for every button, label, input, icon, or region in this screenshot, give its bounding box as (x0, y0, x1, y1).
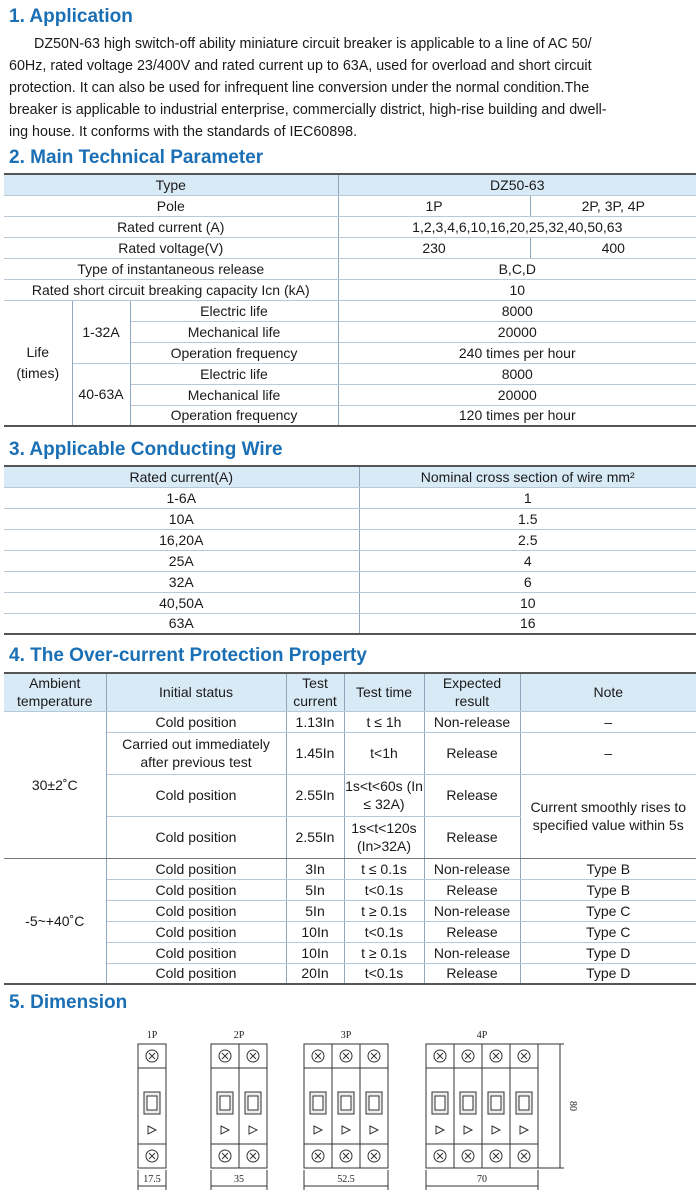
test-current: 20In (286, 963, 344, 984)
voltage-label: Rated voltage(V) (4, 237, 338, 258)
initial-status: Cold position (106, 711, 286, 732)
table-cell: 6 (359, 571, 696, 592)
current-label: Rated current (A) (4, 216, 338, 237)
table-cell: 25A (4, 550, 359, 571)
test-current: 2.55In (286, 816, 344, 858)
terminal-screw-icon (462, 1050, 474, 1062)
column-header-ambient: Ambient temperature (4, 673, 106, 711)
initial-status: Cold position (106, 900, 286, 921)
paragraph-line: protection. It can also be used for infrequent line conversion under the normal condition.The (9, 80, 590, 96)
table-cell: 63A (4, 613, 359, 634)
table-row (4, 921, 696, 942)
terminal-screw-icon (146, 1150, 158, 1162)
table-row (4, 174, 696, 195)
test-current: 10In (286, 942, 344, 963)
column-header: Rated current(A) (4, 466, 359, 487)
table-row (4, 508, 696, 529)
terminal-screw-icon (490, 1150, 502, 1162)
column-header-test-current: Test current (286, 673, 344, 711)
test-time: t<0.1s (344, 921, 424, 942)
section-title-overcurrent: 4. The Over-current Protection Property (9, 645, 367, 666)
initial-status: Cold position (106, 942, 286, 963)
test-current: 1.45In (286, 732, 344, 774)
paragraph-line: ing house. It conforms with the standards of IEC60898. (9, 124, 358, 140)
initial-status: Cold position (106, 858, 286, 879)
table-cell: 1 (359, 487, 696, 508)
expected-result: Non-release (424, 711, 520, 732)
table-cell: 40,50A (4, 592, 359, 613)
expected-result: Non-release (424, 858, 520, 879)
table-row (4, 963, 696, 984)
test-time: 1s<t<60s (In ≤ 32A) (344, 774, 424, 816)
column-header-initial: Initial status (106, 673, 286, 711)
terminal-screw-icon (219, 1150, 231, 1162)
terminal-screw-icon (219, 1050, 231, 1062)
terminal-screw-icon (340, 1050, 352, 1062)
terminal-screw-icon (146, 1050, 158, 1062)
table-row (4, 279, 696, 300)
dimension-drawing (0, 1020, 700, 1201)
table-cell: 10 (359, 592, 696, 613)
breaking-value: 10 (338, 279, 696, 300)
pole-1p: 1P (338, 195, 530, 216)
table-cell: 2.5 (359, 529, 696, 550)
operation-frequency-value: 120 times per hour (338, 405, 696, 426)
column-header-expected: Expected result (424, 673, 520, 711)
mechanical-life-value: 20000 (338, 321, 696, 342)
expected-result: Release (424, 963, 520, 984)
table-cell: 16 (359, 613, 696, 634)
table-row (4, 900, 696, 921)
pole-label: 3P (340, 1030, 352, 1041)
terminal-screw-icon (368, 1150, 380, 1162)
expected-result: Release (424, 732, 520, 774)
width-dimension-label: 52.5 (337, 1174, 355, 1185)
terminal-screw-icon (490, 1050, 502, 1062)
note: – (520, 711, 696, 732)
terminal-screw-icon (368, 1050, 380, 1062)
height-dimension-label: 80 (567, 1101, 578, 1111)
release-value: B,C,D (338, 258, 696, 279)
table-row (4, 550, 696, 571)
terminal-screw-icon (462, 1150, 474, 1162)
table-row (4, 216, 696, 237)
breaking-label: Rated short circuit breaking capacity Icn (kA) (4, 279, 338, 300)
pole-label: 4P (476, 1030, 488, 1041)
paragraph-line: DZ50N-63 high switch-off ability miniature circuit breaker is applicable to a line of AC 50/ (34, 36, 592, 52)
test-time: t<0.1s (344, 879, 424, 900)
mechanical-life-label: Mechanical life (130, 384, 338, 405)
release-label: Type of instantaneous release (4, 258, 338, 279)
group-label: 40-63A (72, 363, 130, 426)
table-cell: 1.5 (359, 508, 696, 529)
terminal-screw-icon (312, 1150, 324, 1162)
test-current: 10In (286, 921, 344, 942)
section-title-dimension: 5. Dimension (9, 992, 128, 1013)
table-cell: 10A (4, 508, 359, 529)
table-row (4, 942, 696, 963)
width-dimension-label: 17.5 (143, 1174, 161, 1185)
life-label-line: (times) (16, 364, 60, 381)
life-label-line: Life (26, 343, 50, 360)
section-title-application: 1. Application (9, 6, 133, 27)
section-title-params: 2. Main Technical Parameter (9, 147, 264, 168)
test-time: t<0.1s (344, 963, 424, 984)
note: Type B (520, 879, 696, 900)
table-row (4, 592, 696, 613)
terminal-screw-icon (247, 1050, 259, 1062)
type-value: DZ50-63 (338, 174, 696, 195)
initial-status: Cold position (106, 879, 286, 900)
note: Type D (520, 942, 696, 963)
test-time: t<1h (344, 732, 424, 774)
table-cell: 32A (4, 571, 359, 592)
table-row (4, 466, 696, 487)
paragraph-line: 60Hz, rated voltage 23/400V and rated current up to 63A, used for overload and short circuit (9, 58, 592, 74)
pole-multi: 2P, 3P, 4P (530, 195, 696, 216)
table-row (4, 858, 696, 879)
table-row (4, 732, 696, 774)
operation-frequency-label: Operation frequency (130, 342, 338, 363)
ambient-temp: 30±2˚C (4, 711, 106, 858)
table-cell: 4 (359, 550, 696, 571)
note: Type C (520, 921, 696, 942)
type-label: Type (4, 174, 338, 195)
table-row (4, 300, 696, 321)
note: Type B (520, 858, 696, 879)
toggle-handle-inner (341, 1096, 351, 1110)
expected-result: Non-release (424, 942, 520, 963)
terminal-screw-icon (434, 1050, 446, 1062)
toggle-handle-inner (463, 1096, 473, 1110)
toggle-handle-inner (248, 1096, 258, 1110)
note-rise: Current smoothly rises to specified value within 5s (520, 774, 696, 858)
test-time: 1s<t<120s (In>32A) (344, 816, 424, 858)
terminal-screw-icon (434, 1150, 446, 1162)
electric-life-label: Electric life (130, 300, 338, 321)
expected-result: Release (424, 921, 520, 942)
terminal-screw-icon (518, 1050, 530, 1062)
initial-status: Cold position (106, 816, 286, 858)
expected-result: Release (424, 816, 520, 858)
expected-result: Release (424, 774, 520, 816)
column-header-test-time: Test time (344, 673, 424, 711)
pole-label: 2P (233, 1030, 245, 1041)
current-value: 1,2,3,4,6,10,16,20,25,32,40,50,63 (338, 216, 696, 237)
test-current: 1.13In (286, 711, 344, 732)
mechanical-life-value: 20000 (338, 384, 696, 405)
test-time: t ≥ 0.1s (344, 942, 424, 963)
toggle-handle-inner (147, 1096, 157, 1110)
section-title-wire: 3. Applicable Conducting Wire (9, 439, 283, 460)
table-cell: 1-6A (4, 487, 359, 508)
operation-frequency-value: 240 times per hour (338, 342, 696, 363)
table-row (4, 363, 696, 384)
test-current: 5In (286, 900, 344, 921)
column-header: Nominal cross section of wire mm² (359, 466, 696, 487)
conducting-wire-table (4, 465, 696, 635)
mechanical-life-label: Mechanical life (130, 321, 338, 342)
table-row (4, 237, 696, 258)
toggle-handle-inner (491, 1096, 501, 1110)
initial-status: Carried out immediately after previous test (106, 732, 286, 774)
test-time: t ≥ 0.1s (344, 900, 424, 921)
note: Type C (520, 900, 696, 921)
technical-parameter-table (4, 173, 696, 427)
test-current: 3In (286, 858, 344, 879)
operation-frequency-label: Operation frequency (130, 405, 338, 426)
table-row (4, 258, 696, 279)
test-time: t ≤ 0.1s (344, 858, 424, 879)
column-header-note: Note (520, 673, 696, 711)
table-row (4, 879, 696, 900)
initial-status: Cold position (106, 921, 286, 942)
table-row (4, 195, 696, 216)
note: Type D (520, 963, 696, 984)
group-label: 1-32A (72, 300, 130, 363)
expected-result: Non-release (424, 900, 520, 921)
toggle-handle-inner (220, 1096, 230, 1110)
overcurrent-table (4, 672, 696, 985)
electric-life-value: 8000 (338, 363, 696, 384)
table-row (4, 571, 696, 592)
table-row (4, 487, 696, 508)
test-current: 2.55In (286, 774, 344, 816)
test-current: 5In (286, 879, 344, 900)
ambient-temp: -5~+40˚C (4, 858, 106, 984)
terminal-screw-icon (518, 1150, 530, 1162)
table-row (4, 613, 696, 634)
table-row (4, 529, 696, 550)
note: – (520, 732, 696, 774)
toggle-handle-inner (313, 1096, 323, 1110)
toggle-handle-inner (519, 1096, 529, 1110)
electric-life-value: 8000 (338, 300, 696, 321)
table-row (4, 673, 696, 711)
terminal-screw-icon (340, 1150, 352, 1162)
test-time: t ≤ 1h (344, 711, 424, 732)
terminal-screw-icon (312, 1050, 324, 1062)
terminal-screw-icon (247, 1150, 259, 1162)
width-dimension-label: 35 (234, 1174, 244, 1185)
expected-result: Release (424, 879, 520, 900)
initial-status: Cold position (106, 963, 286, 984)
voltage-1p: 230 (338, 237, 530, 258)
paragraph-line: breaker is applicable to industrial enterprise, commercially district, high-rise building and dwell- (9, 102, 607, 118)
application-paragraph (9, 33, 693, 143)
voltage-multi: 400 (530, 237, 696, 258)
table-row (4, 774, 696, 816)
pole-label: 1P (146, 1030, 158, 1041)
toggle-handle-inner (435, 1096, 445, 1110)
pole-label: Pole (4, 195, 338, 216)
life-label (4, 300, 72, 426)
table-row (4, 711, 696, 732)
initial-status: Cold position (106, 774, 286, 816)
width-dimension-label: 70 (477, 1174, 487, 1185)
toggle-handle-inner (369, 1096, 379, 1110)
table-cell: 16,20A (4, 529, 359, 550)
electric-life-label: Electric life (130, 363, 338, 384)
